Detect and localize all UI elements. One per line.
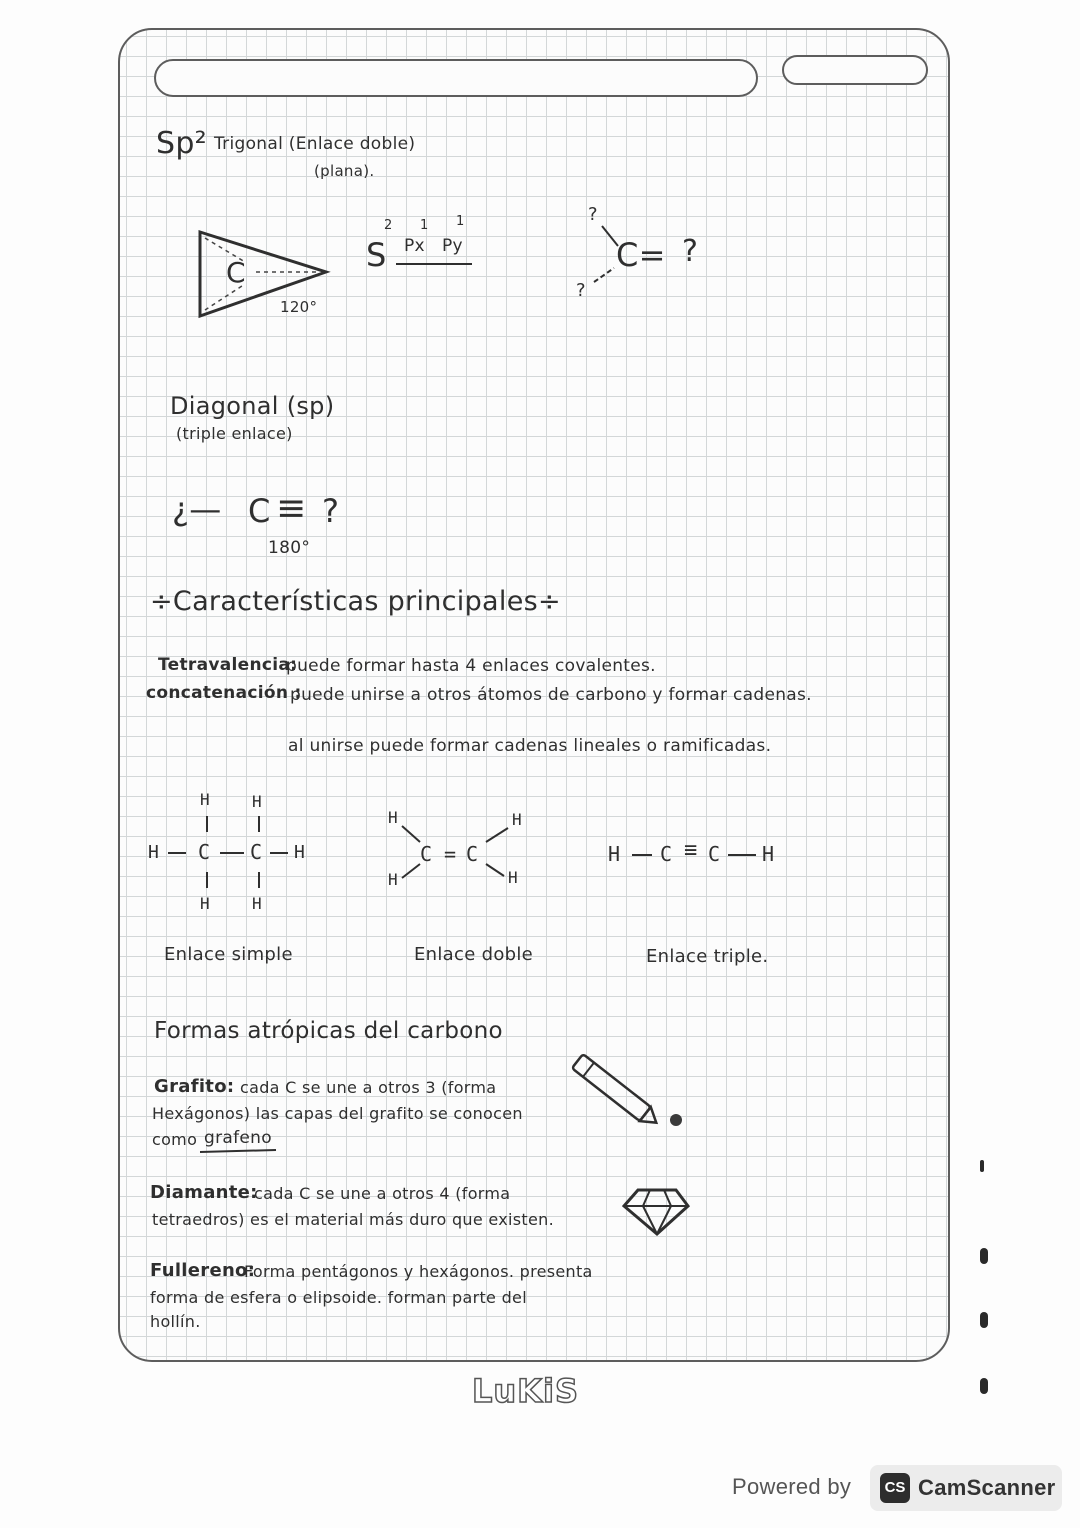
sp2-question-bottom: ? [576,280,586,301]
binder-mark [980,1312,988,1328]
ethyne-c-right: C [708,842,721,866]
sp-formula-right: ? [322,492,340,530]
config-py-exponent: 1 [456,214,465,229]
pencil-scribble [670,1114,682,1126]
diamante-term: Diamante: [150,1182,258,1203]
sp-subtitle: (triple enlace) [176,424,293,443]
features-heading: ÷Características principales÷ [150,586,561,617]
ethane-h-right: H [294,842,306,863]
ethene-c-right: C [466,842,479,866]
simple-bond-label: Enlace simple [164,944,293,965]
sp2-heading: Sp² [156,126,208,161]
ethene-double-bond: = [444,842,457,866]
allotropes-heading: Formas atrópicas del carbono [154,1018,503,1044]
ethyne-c-left: C [660,842,673,866]
config-px: Px [404,236,425,256]
diamante-line-2: tetraedros) es el material más duro que existen. [152,1210,554,1229]
grafito-line-2: Hexágonos) las capas del grafito se conocen [152,1104,523,1123]
sp-title: Diagonal (sp) [170,392,335,420]
concatenacion-text: puede unirse a otros átomos de carbono y formar cadenas. [290,685,812,705]
sp2-title: Trigonal (Enlace doble) [214,134,416,154]
trigonal-angle: 120° [280,298,318,316]
concatenacion-term: concatenación : [146,683,302,703]
ethyne-triple-bond: ≡ [684,838,698,863]
fullereno-line-1: Forma pentágonos y hexágonos. presenta [244,1262,593,1281]
ethene-h-top-left: H [388,808,398,827]
tetravalencia-term: Tetravalencia: [158,655,298,675]
sp2-subtitle: (plana). [314,162,375,180]
sp2-question-top: ? [588,204,598,225]
sp-formula-carbon: C [248,492,271,530]
ethyne-h-right: H [762,842,775,866]
config-s-exponent: 2 [384,218,393,233]
pencil-icon [572,1054,662,1130]
fullereno-line-3: hollín. [150,1312,201,1331]
ethane-c-left: C [198,840,211,864]
ethane-h-top-right: H [252,792,262,811]
ethane-c-right: C [250,840,263,864]
diamond-icon [624,1190,688,1234]
grafito-term: Grafito: [154,1076,235,1097]
ethene-bond-ur [486,828,508,842]
grafito-line-1: cada C se une a otros 3 (forma [240,1078,497,1097]
config-s: S [366,236,387,274]
tetravalencia-text: puede formar hasta 4 enlaces covalentes. [286,656,656,676]
ethane-h-top-left: H [200,790,210,809]
ethene-h-bottom-left: H [388,870,398,889]
binder-mark [980,1378,988,1394]
ethene-bond-lr [486,864,504,876]
trigonal-atom: C [226,256,246,289]
signature: LuKiS [472,1372,579,1410]
sp-formula-left: ¿— [172,490,222,528]
sp2-carbon-double: C= [616,236,666,274]
grafeno-word: grafeno [204,1128,272,1148]
grafito-line-3: como [152,1130,198,1149]
fullereno-term: Fullereno: [150,1260,256,1281]
binder-mark [980,1248,988,1264]
sp2-bond-lower [594,268,614,282]
grafeno-underline [200,1150,276,1152]
sp-formula-triple-bond: ≡ [276,488,307,529]
ethane-h-bottom-right: H [252,894,262,913]
ethene-h-bottom-right: H [508,868,518,887]
config-px-exponent: 1 [420,218,429,233]
binder-mark [980,1160,984,1172]
chains-note: al unirse puede formar cadenas lineales o ramificadas. [288,736,772,756]
ethene-bond-ll [402,864,420,878]
ethene-c-left: C [420,842,433,866]
powered-by-text: Powered by [732,1474,852,1499]
camscanner-logo-icon: CS [880,1473,910,1503]
sp2-question-right: ? [682,234,699,269]
ethyne-h-left: H [608,842,621,866]
ethane-h-left: H [148,842,160,863]
camscanner-brand: CamScanner [918,1475,1056,1500]
fullereno-line-2: forma de esfera o elipsoide. forman parte del [150,1288,527,1307]
ethene-bond-ul [402,826,420,842]
config-py: Py [442,236,463,256]
ethane-h-bottom-left: H [200,894,210,913]
diamante-line-1: cada C se une a otros 4 (forma [254,1184,511,1203]
triple-bond-label: Enlace triple. [646,946,769,967]
sp-angle: 180° [268,538,311,558]
ethene-h-top-right: H [512,810,522,829]
double-bond-label: Enlace doble [414,944,534,965]
